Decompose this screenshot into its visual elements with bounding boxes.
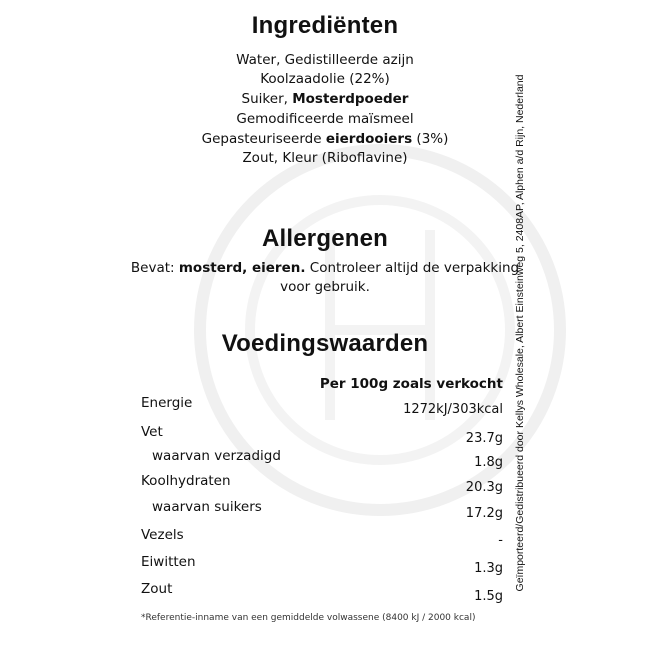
nutrition-label: Eiwitten [141,554,196,570]
nutrition-value: 1.5g [474,589,503,604]
ingredient-line: Gemodificeerde maïsmeel [236,111,414,127]
footnote: *Referentie-inname van een gemiddelde volwassene (8400 kJ / 2000 kcal) [141,613,476,623]
nutrition-value: 17.2g [465,506,503,521]
nutrition-label: Vet [141,424,163,440]
ingredient-line: Water, Gedistilleerde azijn [236,52,414,68]
allergens-text: Bevat: mosterd, eieren. Controleer altijd de verpakking [130,260,520,276]
ingredient-line: Zout, Kleur (Riboflavine) [242,150,408,166]
nutrition-value: - [498,533,503,548]
nutrition-value: 23.7g [465,431,503,446]
allergens-text-2: voor gebruik. [280,279,370,295]
nutrition-title: Voedingswaarden [221,330,429,357]
nutrition-value: 1.8g [474,455,503,470]
allergens-title: Allergenen [261,225,389,252]
nutrition-label: waarvan suikers [152,499,262,515]
nutrition-label: Koolhydraten [141,473,231,489]
ingredients-title: Ingrediënten [251,12,399,39]
nutrition-value: 1.3g [474,561,503,576]
ingredient-line: Koolzaadolie (22%) [260,71,390,87]
nutrition-value: 1272kJ/303kcal [403,402,503,417]
ingredient-line: Suiker, Mosterdpoeder [241,91,409,107]
nutrition-value: 20.3g [465,480,503,495]
nutrition-label: Zout [141,581,173,597]
importer-text: Geïmporteerd/Gedistribueerd door Kellys Wholesale, Albert Einsteinweg 5, 2408AP, Alphen a/d Rijn, Nederland [514,74,526,592]
nutrition-label: Energie [141,395,193,411]
nutrition-label: waarvan verzadigd [152,448,281,464]
ingredient-line: Gepasteuriseerde eierdooiers (3%) [201,131,449,147]
nutrition-column-header: Per 100g zoals verkocht [319,376,503,392]
nutrition-label: Vezels [141,527,184,543]
